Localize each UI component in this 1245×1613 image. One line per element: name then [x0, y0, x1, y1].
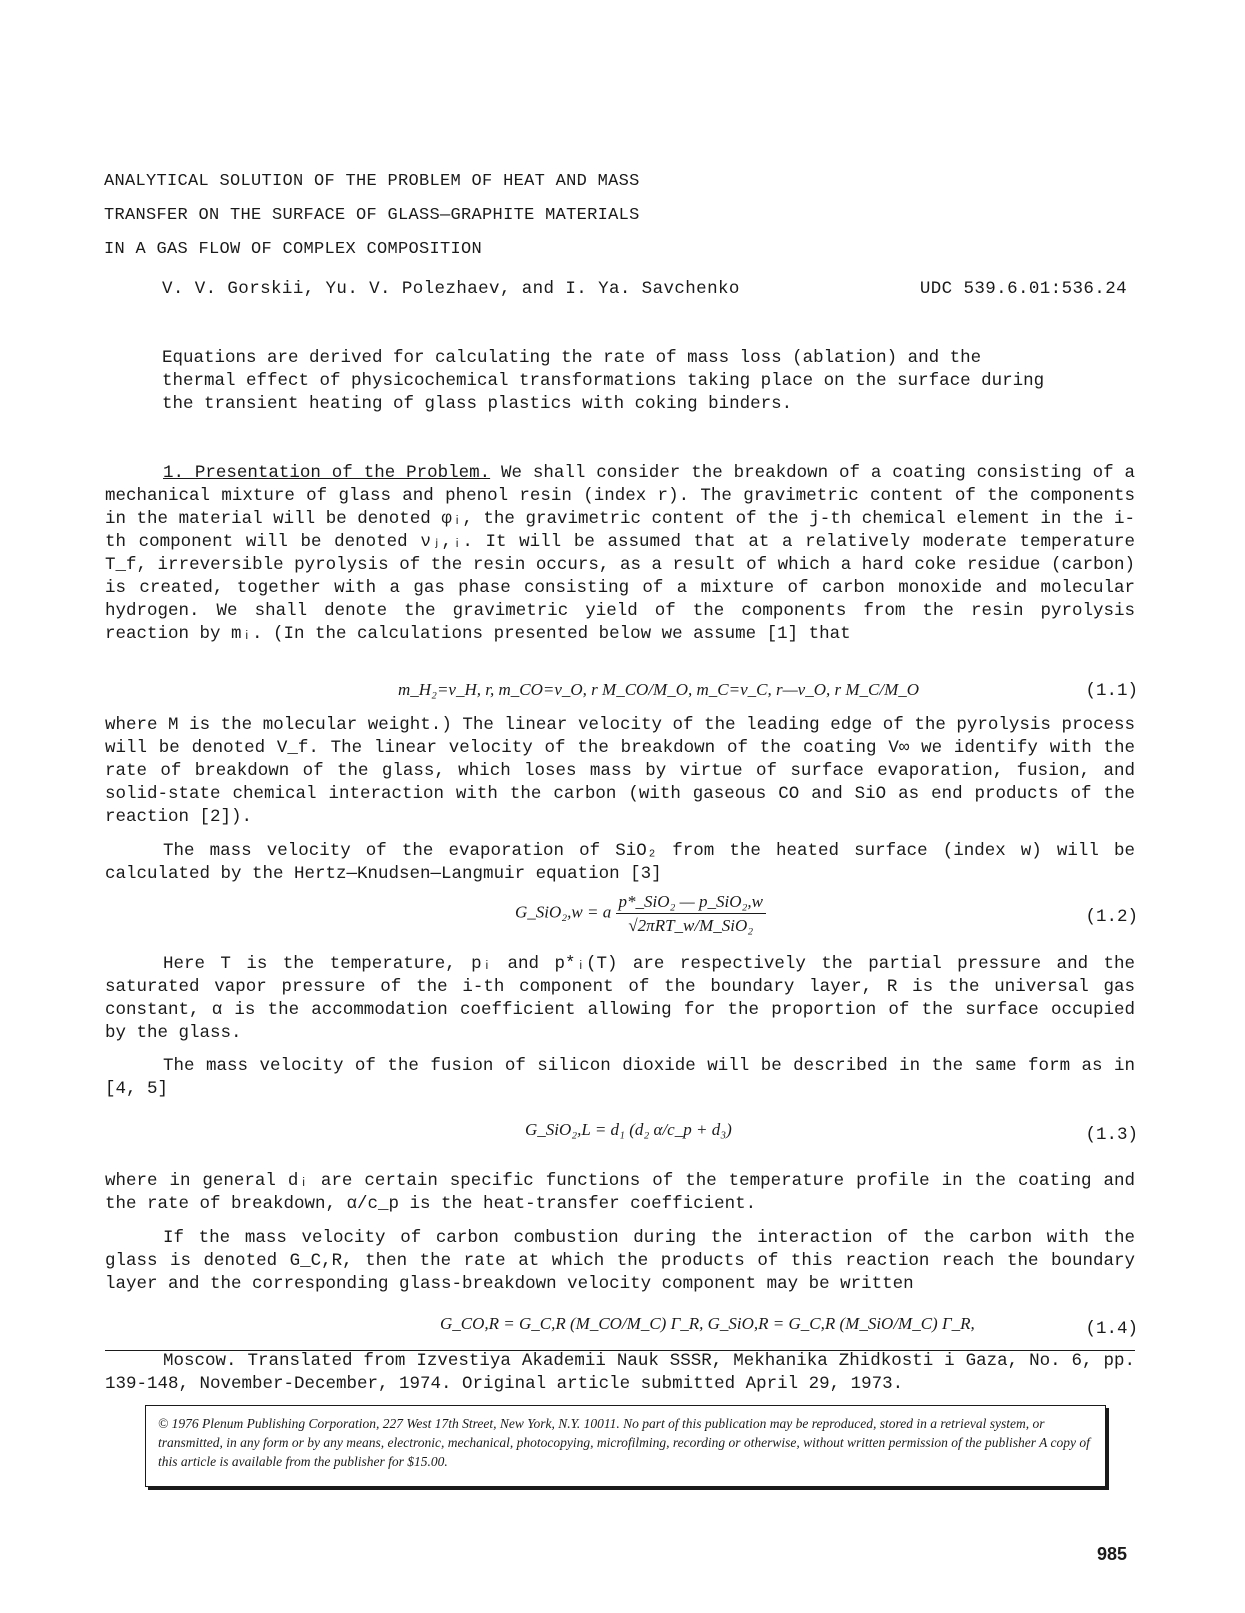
udc-code: UDC 539.6.01:536.24 — [919, 279, 1127, 299]
title-line-1: ANALYTICAL SOLUTION OF THE PROBLEM OF HEAT AND MASS — [104, 172, 640, 191]
paragraph-4 — [105, 953, 1135, 1045]
equation-number-1-3: (1.3) — [1085, 1125, 1138, 1145]
equation-number-1-2: (1.2) — [1085, 907, 1138, 927]
paper-title — [104, 165, 904, 267]
paragraph-7 — [105, 1227, 1135, 1296]
equation-1-1: m_H₂=ν_H, r, m_CO=ν_O, r M_CO/M_O, m_C=ν_C, r—ν_O, r M_C/M_O — [398, 680, 920, 699]
title-line-3: IN A GAS FLOW OF COMPLEX COMPOSITION — [104, 240, 483, 259]
paragraph-2: where M is the molecular weight.) The linear velocity of the leading edge of the pyrolysis process will be denoted V_f. The linear velocity of the breakdown of the coating V∞ we identify with the rate of breakdown of the glass, which loses mass by virtue of surface evaporation, fusion, and solid-state chemical interaction with the carbon (with gaseous CO and SiO as end products of the reaction [2]). — [105, 715, 1135, 827]
paragraph-5 — [105, 1055, 1135, 1101]
paragraph-5-text: The mass velocity of the fusion of silicon dioxide will be described in the same form as in [4, 5] — [105, 1056, 1135, 1099]
footnote — [105, 1350, 1135, 1396]
title-line-2: TRANSFER ON THE SURFACE OF GLASS—GRAPHITE MATERIALS — [104, 206, 640, 225]
page-number: 985 — [1096, 1544, 1127, 1564]
equation-1-2-fraction — [616, 890, 767, 937]
equation-1-2-denominator: √2πRT_w/M_SiO₂ — [628, 916, 754, 935]
equation-1-2-lhs: G_SiO₂,w = a — [515, 902, 612, 922]
paragraph-3-text: The mass velocity of the evaporation of SiO₂ from the heated surface (index w) will be calculated by the Hertz—Knudsen—Langmuir equation [3] — [105, 841, 1135, 884]
equation-1-2-numerator: p*_SiO₂ — p_SiO₂,w — [616, 890, 767, 914]
abstract: Equations are derived for calculating the rate of mass loss (ablation) and the thermal effect of physicochemical transformations taking place on the surface during the transient heating of glass plastics with coking binders. — [162, 348, 1045, 414]
equation-1-4: G_CO,R = G_C,R (M_CO/M_C) Γ_R, G_SiO,R = G_C,R (M_SiO/M_C) Γ_R, — [440, 1314, 975, 1333]
equation-number-1-4: (1.4) — [1085, 1319, 1138, 1339]
equation-1-2 — [515, 890, 766, 937]
paragraph-6: where in general dᵢ are certain specific functions of the temperature profile in the coating and the rate of breakdown, α/c_p is the heat-transfer coefficient. — [105, 1171, 1135, 1214]
paragraph-3 — [105, 840, 1135, 886]
paragraph-4-text: Here T is the temperature, pᵢ and p*ᵢ(T) are respectively the partial pressure and the saturated vapor pressure of the i-th component of the boundary layer, R is the universal gas constant, α is the accommodation coefficient allowing for the proportion of the surface occupied by the glass. — [105, 954, 1135, 1043]
section-heading: 1. Presentation of the Problem. — [163, 463, 491, 483]
copyright-notice: © 1976 Plenum Publishing Corporation, 227 West 17th Street, New York, N.Y. 10011. No part of this publication may be reproduced, stored in a retrieval system, or transmitted, in any form or by any means, electronic, mechanical, photocopying, microfilming, recording or otherwise, without written permission of the publisher A copy of this article is available from the publisher for $15.00. — [145, 1405, 1106, 1487]
paragraph-1-text: We shall consider the breakdown of a coating consisting of a mechanical mixture of glass and phenol resin (index r). The gravimetric content of the components in the material will be denoted φᵢ, the gravimetric content of the j-th chemical element in the i-th component will be denoted νⱼ,ᵢ. It will be assumed that at a relatively moderate temperature T_f, irreversible pyrolysis of the resin occurs, as a result of which a hard coke residue (carbon) is created, together with a gas phase consisting of a mixture of carbon monoxide and molecular hydrogen. We shall denote the gravimetric yield of the components from the resin pyrolysis reaction by mᵢ. (In the calculations presented below we assume [1] that — [105, 463, 1135, 644]
paragraph-1 — [105, 462, 1135, 646]
equation-1-3: G_SiO₂,L = d₁ (d₂ α/c_p + d₃) — [525, 1120, 732, 1139]
paragraph-7-text: If the mass velocity of carbon combustion during the interaction of the carbon with the glass is denoted G_C,R, then the rate at which the products of this reaction reach the boundary layer and the corresponding glass-breakdown velocity component may be written — [105, 1228, 1135, 1294]
footnote-text: Moscow. Translated from Izvestiya Akademii Nauk SSSR, Mekhanika Zhidkosti i Gaza, No. 6, pp. 139-148, November-December, 1974. Original article submitted April 29, 1973. — [105, 1351, 1135, 1394]
authors: V. V. Gorskii, Yu. V. Polezhaev, and I. Ya. Savchenko — [162, 279, 740, 299]
equation-number-1-1: (1.1) — [1085, 681, 1138, 701]
